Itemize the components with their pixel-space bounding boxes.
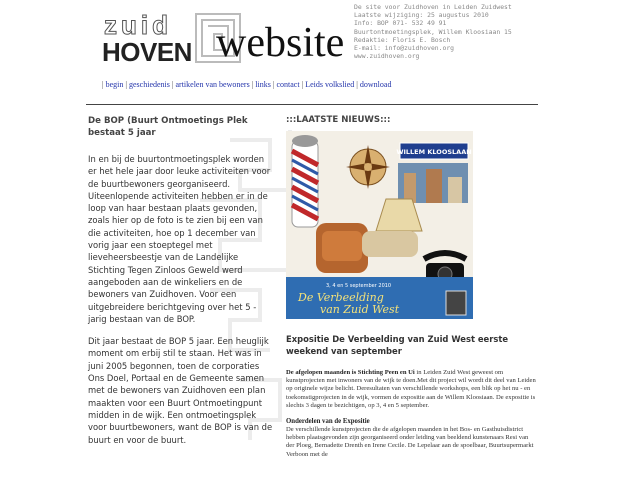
article-title: De BOP (Buurt Ontmoetings Plek bestaat 5 jaar [88, 116, 248, 138]
nav-artikelen[interactable]: artikelen van bewoners [175, 80, 250, 89]
poster-title-1: De Verbeelding [298, 291, 384, 304]
info-line: Laatste wijziging: 25 augustus 2010 [354, 11, 489, 20]
news-paragraph [286, 369, 536, 410]
info-line: Info: BOP 071- 532 49 91 [354, 19, 447, 28]
header-divider [86, 104, 538, 105]
news-paragraph: De verschillende kunstprojecten die de afgelopen maanden in het Bos- en Gasthuisdistrict hebben plaatsgevonden zijn georganiseerd onder leiding van beeldend kunstenaars Resi van der Ploeg, Bernadette Drenth en Irene Cecile. De Lepelaar aan de spoelbaar, Buurtsupermarkt Verboon met de [286, 426, 534, 458]
nav-volkslied[interactable]: Leids volkslied [305, 80, 355, 89]
info-website[interactable]: www.zuidhoven.org [354, 52, 420, 61]
main-nav: | begin | geschiedenis | artikelen van bewoners | links | contact | Leids volkslied | download [102, 80, 392, 89]
news-subheading: Onderdelen van de Expositie [286, 418, 370, 426]
news-paragraph-lead: De afgelopen maanden is Stichting Peen en Ui [286, 369, 415, 376]
nav-contact[interactable]: contact [276, 80, 300, 89]
exhibition-poster-image[interactable] [286, 131, 473, 319]
poster-date: 3, 4 en 5 september 2010 [326, 283, 392, 289]
nav-download[interactable]: download [359, 80, 392, 89]
info-email[interactable]: E-mail: info@zuidhoven.org [354, 44, 455, 53]
logo-zuid: zuid [104, 10, 172, 40]
left-column [88, 115, 274, 456]
info-line: Redaktie: Floris E. Bosch [354, 35, 451, 44]
article-paragraph: In en bij de buurtontmoetingsplek worden er het hele jaar door leuke activiteiten voor de buurtbewoners georganiseerd. Uiteenlopende activiteiten hebben er in de loop van haar bestaan plaats gevonden, zoals hier op de foto is te zien bij een van die activiteiten, hoe op 1 december van vorig jaar een stoeptegel met lieveheersbeestje van de Landelijke Stichting Tegen Zinloos Geweld werd aangeboden aan de winkeliers en de bewoners van Zuidhoven. Voor een uitgebreidere berichtgeving over het 5 - jarig bestaan van de BOP. [88, 154, 271, 324]
street-sign-text: WILLEM KLOOSLAAN [396, 148, 472, 156]
site-info [354, 3, 634, 60]
nav-geschiedenis[interactable]: geschiedenis [129, 80, 170, 89]
nav-begin[interactable]: begin [105, 80, 124, 89]
article-paragraph: Dit jaar bestaat de BOP 5 jaar. Een heuglijk moment om erbij stil te staan. Het was in juni 2005 begonnen, toen de corporaties Ons Doel, Portaal en de Gemeente samen met de bewoners van Zuidhoven een plan maakten voor een Buurt Ontmoetingpunt midden in de wijk. Een ontmoetingsplek voor buurtbewoners, want de BOP is van de buurt en voor de buurt. [88, 336, 273, 445]
news-paragraph-text: in Leiden Zuid West geweest om kunstprojecten met inwoners van de wijk te doen.Met dit project wil wordt dit deel van Leiden op originele wijze belicht. Deresultaten van verschillende workshops, een blik op het nu - en toekomstigprojecten in de wijk, vormen de expositie aan de Willem Kloosiaan. De expositie is slechts 3 dagen te bezichtigen, op 3, 4 en 5 september. [286, 369, 536, 409]
nav-links[interactable]: links [255, 80, 271, 89]
logo-website: website [216, 20, 345, 66]
news-heading: :::LAATSTE NIEUWS::: [286, 115, 391, 125]
info-line: Buurtontmoetingsplek, Willem Kloosiaan 15 [354, 27, 512, 36]
street-sign [396, 143, 471, 159]
site-logo[interactable] [100, 8, 345, 72]
right-column [286, 115, 536, 465]
poster-title-2: van Zuid West [320, 303, 400, 316]
info-line: De site voor Zuidhoven in Leiden Zuidwest [354, 3, 512, 11]
site-header [0, 0, 640, 105]
news-article-title: Expositie De Verbeelding van Zuid West eerste weekend van september [286, 334, 509, 356]
barber-pole-icon [292, 135, 318, 227]
logo-hoven: HOVEN [102, 37, 192, 67]
